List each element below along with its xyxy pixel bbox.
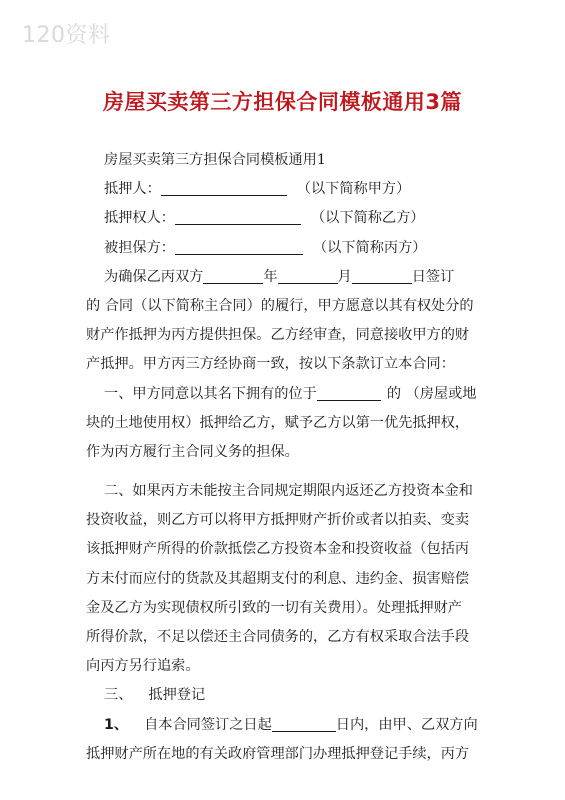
party-label: 被担保方： bbox=[104, 239, 175, 256]
clause-line: 作为丙方履行主合同义务的担保。 bbox=[86, 443, 299, 460]
intro-text: 为确保乙丙双方 bbox=[104, 268, 204, 285]
party-guaranteed bbox=[86, 234, 486, 263]
clause-line: 抵押财产所在地的有关政府管理部门办理抵押登记手续，丙方 bbox=[86, 745, 470, 762]
party-label: 抵押人： bbox=[104, 181, 161, 198]
party-note: （以下简称丙方） bbox=[312, 239, 427, 256]
clause-3-heading bbox=[86, 681, 486, 710]
fill-blank bbox=[161, 177, 287, 196]
party-label: 抵押权人： bbox=[104, 210, 175, 227]
clause-text: 的 （房屋或地 bbox=[386, 385, 477, 402]
fill-blank bbox=[175, 206, 301, 225]
fill-blank bbox=[175, 236, 303, 255]
clause-line: 所得价款，不足以偿还主合同债务的，乙方有权采取合法手段 bbox=[86, 629, 470, 645]
party-note: （以下简称甲方） bbox=[296, 181, 411, 198]
fill-blank bbox=[203, 265, 263, 284]
fill-blank bbox=[278, 265, 338, 284]
year-label: 年 bbox=[263, 268, 278, 285]
intro-line: 财产作抵押为丙方提供担保。乙方经审查，同意接收甲方的财 bbox=[86, 327, 470, 344]
clause-number: 三、 bbox=[104, 687, 133, 704]
fill-blank bbox=[352, 265, 412, 284]
month-label: 月 bbox=[337, 268, 352, 285]
watermark-logo: 120资料 bbox=[22, 23, 111, 48]
party-note: （以下简称乙方） bbox=[310, 210, 425, 227]
clause-line: 金及乙方为实现债权所引致的一切有关费用）。处理抵押财产 bbox=[86, 599, 462, 616]
clause-line: 方未付而应付的货款及其超期支付的利息、违约金、损害赔偿 bbox=[86, 570, 470, 587]
clause-line: 块的土地使用权）抵押给乙方，赋予乙方以第一优先抵押权， bbox=[86, 414, 470, 431]
party-mortgagor bbox=[86, 175, 486, 204]
clause-number: 1、 bbox=[104, 716, 129, 733]
document-title: 房屋买卖第三方担保合同模板通用3篇 bbox=[102, 90, 463, 114]
intro-line: 的 合同（以下简称主合同）的履行，甲方愿意以其有权处分的 bbox=[86, 297, 474, 314]
clause-line: 该抵押财产所得的价款抵偿乙方投资本金和投资收益（包括丙 bbox=[86, 541, 470, 558]
fill-blank bbox=[317, 382, 381, 401]
clause-text: 日内，由甲、乙双方向 bbox=[335, 716, 478, 733]
day-sign-label: 日签订 bbox=[411, 268, 455, 285]
intro-first-line bbox=[86, 263, 486, 292]
document-body bbox=[86, 146, 486, 769]
subtitle: 房屋买卖第三方担保合同模板通用1 bbox=[104, 152, 326, 168]
clause-2-first-line: 二、如果丙方未能按主合同规定期限内返还乙方投资本金和 bbox=[104, 483, 473, 500]
clause-text: 自本合同签订之日起 bbox=[144, 716, 272, 733]
clause-1-first-line bbox=[86, 380, 486, 409]
clause-3-1-first-line bbox=[86, 711, 486, 740]
clause-text: 一、甲方同意以其名下拥有的位于 bbox=[104, 385, 317, 402]
clause-heading: 抵押登记 bbox=[148, 687, 206, 704]
intro-line: 产抵押。甲方丙三方经协商一致，按以下条款订立本合同： bbox=[86, 356, 455, 373]
party-mortgagee bbox=[86, 204, 486, 233]
fill-blank bbox=[272, 713, 336, 732]
clause-line: 投资收益，则乙方可以将甲方抵押财产折价或者以拍卖、变卖 bbox=[86, 512, 470, 529]
clause-line: 向丙方另行追索。 bbox=[86, 658, 200, 675]
